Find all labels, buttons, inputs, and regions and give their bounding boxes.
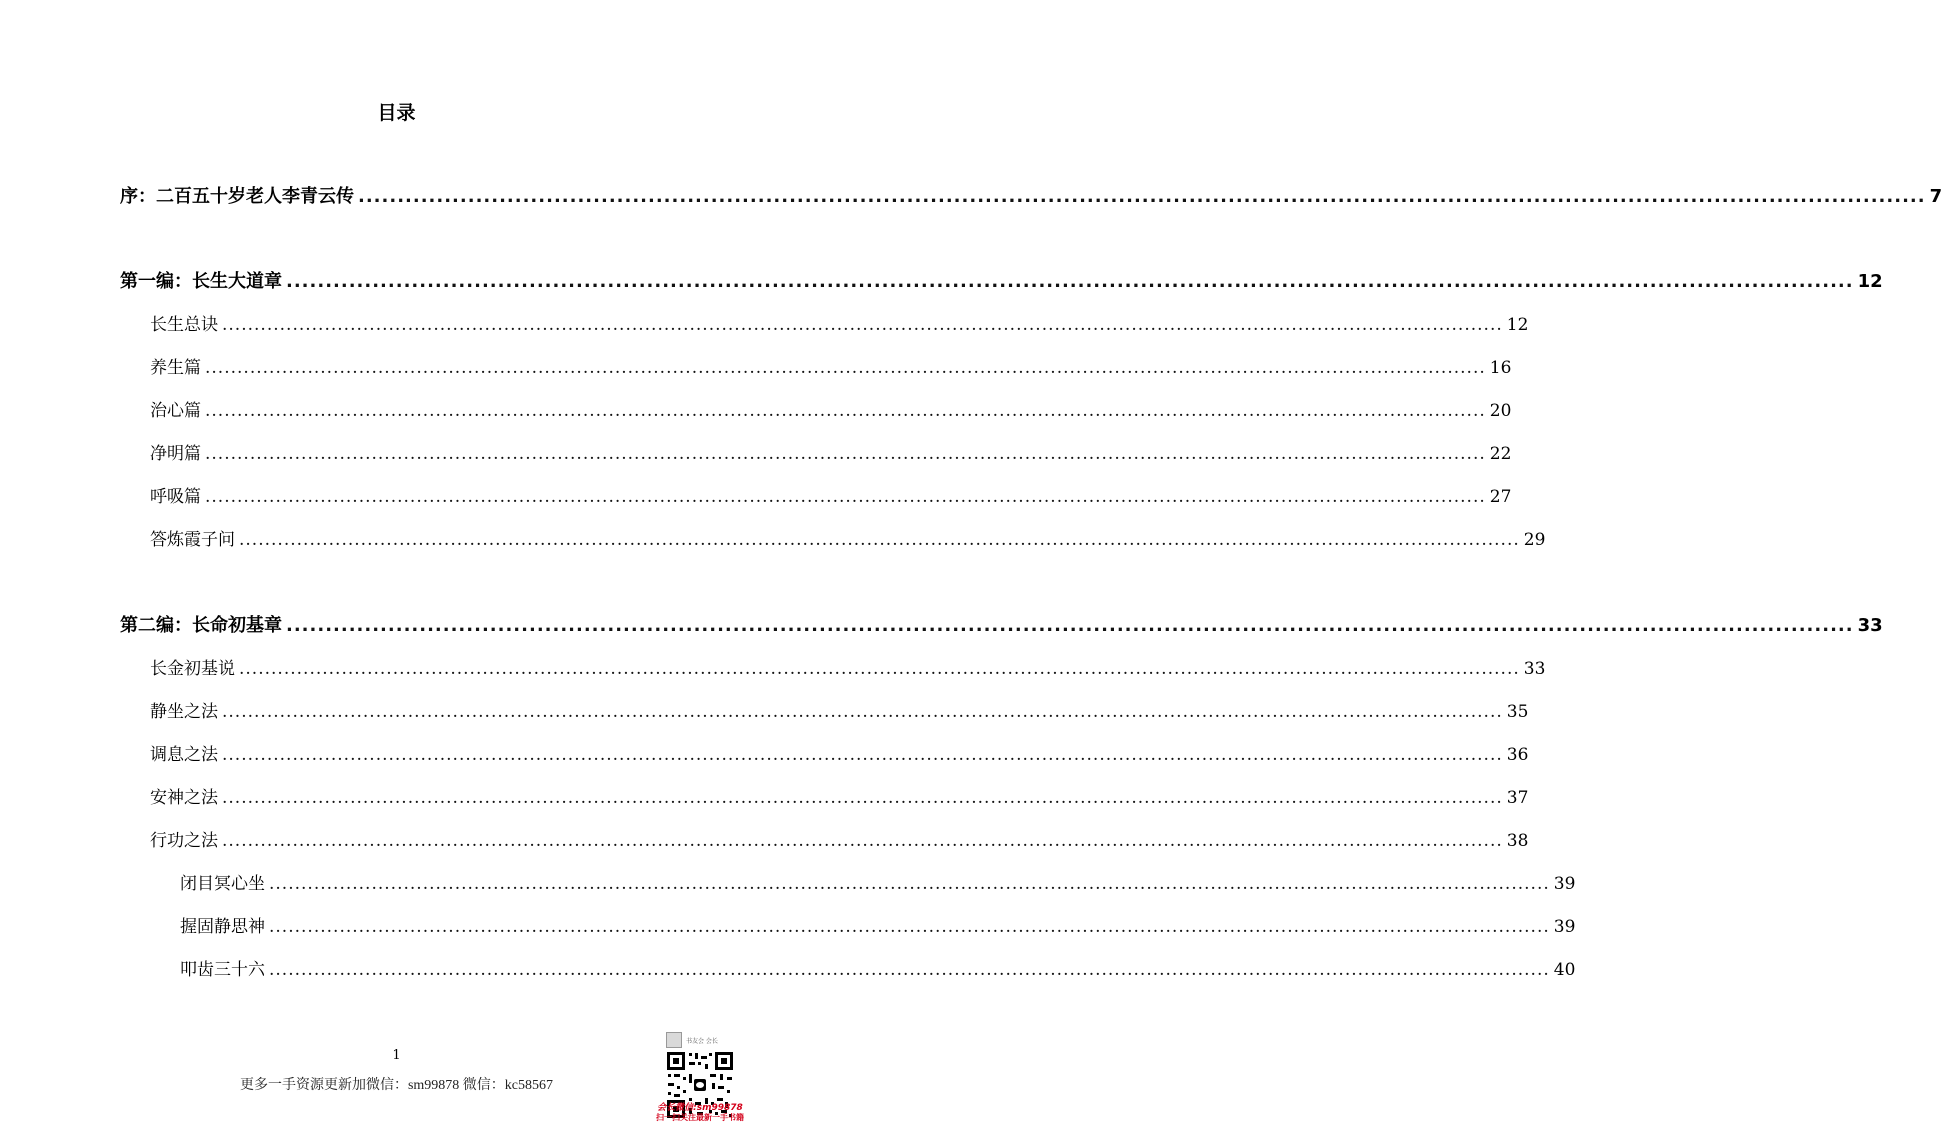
toc-leader-dots: ........................................................................................................................................................................................................	[269, 960, 1550, 980]
toc-entry-chapter[interactable]	[150, 656, 1546, 682]
toc-leader-dots: ........................................................................................................................................................................................................	[222, 702, 1503, 722]
toc-entry-label: 静坐之法	[150, 702, 218, 722]
toc-entry-label: 净明篇	[150, 444, 201, 464]
qr-promo-block	[640, 1028, 760, 1122]
toc-entry-part-1[interactable]	[120, 269, 1883, 295]
toc-entry-chapter[interactable]	[150, 699, 1529, 725]
toc-leader-dots: ........................................................................................................................................................................................................	[205, 444, 1486, 464]
toc-page-number: 33	[1857, 615, 1883, 636]
qr-caption-wechat: 会长微信:sm99878	[657, 1103, 743, 1113]
toc-entry-section[interactable]	[180, 957, 1576, 983]
toc-entry-chapter[interactable]	[150, 484, 1512, 510]
toc-leader-dots: ........................................................................................................................................................................................................	[222, 315, 1503, 335]
toc-entry-chapter[interactable]	[150, 785, 1529, 811]
toc-page-number: 12	[1506, 315, 1529, 335]
toc-leader-dots: ........................................................................................................................................................................................................	[205, 401, 1486, 421]
toc-page-number: 27	[1489, 487, 1512, 507]
toc-entry-label: 第二编：长命初基章	[120, 615, 282, 636]
toc-entry-label: 握固静思神	[180, 917, 265, 937]
toc-entry-part-2[interactable]	[120, 613, 1883, 639]
page-title: 目录	[377, 102, 416, 124]
toc-entry-label: 序：二百五十岁老人李青云传	[120, 186, 354, 207]
toc-leader-dots: ........................................................................................................................................................................................................	[358, 186, 1926, 207]
toc-leader-dots: ........................................................................................................................................................................................................	[239, 659, 1520, 679]
toc-entry-chapter[interactable]	[150, 527, 1546, 553]
toc-page-number: 33	[1523, 659, 1546, 679]
toc-entry-label: 叩齿三十六	[180, 960, 265, 980]
toc-entry-section[interactable]	[180, 871, 1576, 897]
toc-leader-dots: ........................................................................................................................................................................................................	[269, 874, 1550, 894]
toc-entry-section[interactable]	[180, 914, 1576, 940]
toc-page-number: 7	[1929, 186, 1942, 207]
toc-page-number: 39	[1553, 874, 1576, 894]
toc-entry-label: 安神之法	[150, 788, 218, 808]
qr-caption-scan: 扫一扫关注最新一手书籍	[656, 1113, 744, 1122]
toc-entry-chapter[interactable]	[150, 742, 1529, 768]
toc-entry-label: 治心篇	[150, 401, 201, 421]
page-number: 1	[392, 1048, 401, 1063]
toc-leader-dots: ........................................................................................................................................................................................................	[222, 745, 1503, 765]
avatar	[666, 1032, 682, 1048]
qr-header	[666, 1032, 746, 1048]
toc-page-number: 37	[1506, 788, 1529, 808]
toc-page-number: 40	[1553, 960, 1576, 980]
toc-entry-label: 闭目冥心坐	[180, 874, 265, 894]
toc-entry-label: 养生篇	[150, 358, 201, 378]
toc-page-number: 39	[1553, 917, 1576, 937]
toc-page-number: 16	[1489, 358, 1512, 378]
toc-entry-chapter[interactable]	[150, 398, 1512, 424]
toc-leader-dots: ........................................................................................................................................................................................................	[222, 831, 1503, 851]
toc-entry-label: 长金初基说	[150, 659, 235, 679]
toc-entry-preface[interactable]	[120, 184, 1942, 210]
toc-page-number: 35	[1506, 702, 1529, 722]
toc-entry-label: 第一编：长生大道章	[120, 271, 282, 292]
toc-leader-dots: ........................................................................................................................................................................................................	[205, 358, 1486, 378]
toc-entry-label: 行功之法	[150, 831, 218, 851]
toc-leader-dots: ........................................................................................................................................................................................................	[286, 615, 1854, 636]
toc-page-number: 22	[1489, 444, 1512, 464]
toc-entry-chapter[interactable]	[150, 312, 1529, 338]
toc-page-number: 20	[1489, 401, 1512, 421]
footer-promo-text: 更多一手资源更新加微信：sm99878 微信：kc58567	[239, 1078, 554, 1093]
toc-entry-chapter[interactable]	[150, 828, 1529, 854]
toc-entry-chapter[interactable]	[150, 441, 1512, 467]
toc-leader-dots: ........................................................................................................................................................................................................	[205, 487, 1486, 507]
toc-entry-label: 长生总诀	[150, 315, 218, 335]
toc-page-number: 29	[1523, 530, 1546, 550]
toc-page-number: 38	[1506, 831, 1529, 851]
toc-entry-label: 答炼霞子问	[150, 530, 235, 550]
qr-brand-label: 书友会 会长	[686, 1037, 718, 1045]
toc-page-number: 12	[1857, 271, 1883, 292]
toc-leader-dots: ........................................................................................................................................................................................................	[222, 788, 1503, 808]
toc-entry-chapter[interactable]	[150, 355, 1512, 381]
toc-page-number: 36	[1506, 745, 1529, 765]
toc-entry-label: 调息之法	[150, 745, 218, 765]
toc-entry-label: 呼吸篇	[150, 487, 201, 507]
toc-leader-dots: ........................................................................................................................................................................................................	[269, 917, 1550, 937]
toc-leader-dots: ........................................................................................................................................................................................................	[239, 530, 1520, 550]
toc-leader-dots: ........................................................................................................................................................................................................	[286, 271, 1854, 292]
